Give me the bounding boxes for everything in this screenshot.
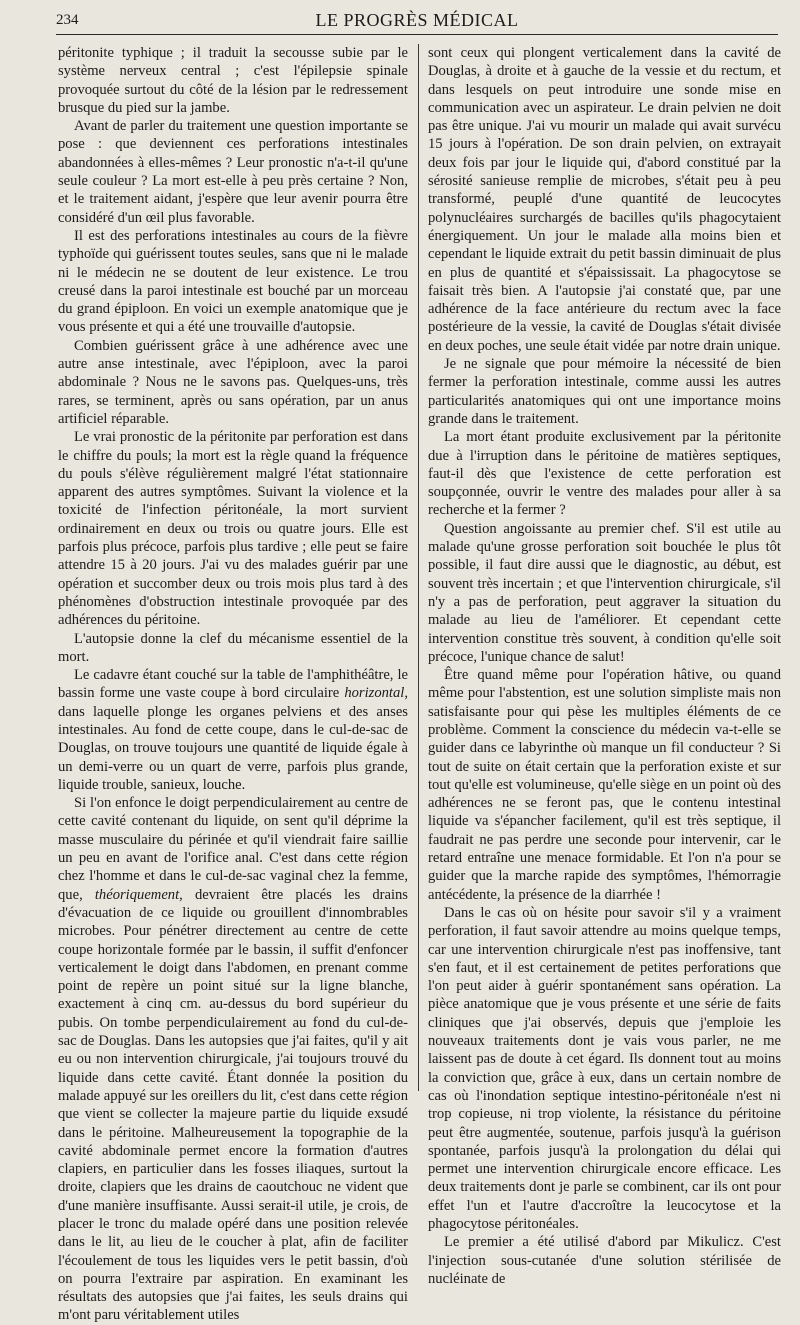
paragraph: sont ceux qui plongent verticalement dans la cavité de Douglas, à droite et à gauche de la vessie et du rectum, et dans lesquels on peut introduire une sonde mise en communication avec un aspirateur. Le drain pelvien ne doit pas être unique. J'ai vu mourir un malade qui avait survécu 15 jours à l'opération. De son drain pelvien, on extrayait deux fois par jour le liquide qui, d'abord constitué par la sérosité sanieuse remplie de microbes, s'était peu à peu transformé, peuplé d'une quantité de leucocytes polynucléaires surchargés de bacilles qu'ils phagocytaient énergiquement. Un jour le malade alla moins bien et cependant le liquide extrait du petit bassin diminuait de plus en plus de quantité et s'épaississait. La phagocytose se faisait très bien. A l'autopsie j'ai constaté que, par une adhérence de la face antérieure du rectum avec la face postérieure de la vessie, la cavité de Douglas s'était divisée en deux poches, une seule était vidée par notre drain unique. <box>428 45 781 354</box>
paragraph: L'autopsie donne la clef du mécanisme essentiel de la mort. <box>58 630 408 665</box>
paragraph: Être quand même pour l'opération hâtive, ou quand même pour l'abstention, est une solution simpliste mais non satisfaisante pour qui pèse les multiples éléments de ce problème. Comment la conscience du médecin va-t-elle se guider dans ce labyrinthe où manque un fil conducteur ? Si tout de suite on était certain que la perforation existe et sur tout qu'elle est volumineuse, qu'elle siège en un point où des adhérences ne se feront pas, que le contenu intestinal liquide va s'épancher facilement, qu'il est très septique, il faudrait ne pas perdre une seconde pour intervenir, car le retard entraîne une menace formidable. Et l'on n'a pour se guider que la marche rapide des symptômes, l'hémorragie antécédente, la présence de la diarrhée ! <box>428 667 781 903</box>
right-column <box>428 44 781 1287</box>
paragraph <box>58 666 408 794</box>
emphasis: théoriquement <box>94 886 180 903</box>
paragraph: Avant de parler du traitement une question importante se pose : que deviennent ces perforations intestinales abandonnées à elles-mêmes ? Leur pronostic n'a-t-il qu'une seule couleur ? La mort est-elle à peu près certaine ? Non, et le traitement aidant, j'espère que leur avenir pourra être considéré d'un œil plus favorable. <box>58 118 408 226</box>
paragraph: La mort étant produite exclusivement par la péritonite due à l'irruption dans le péritoine de matières septiques, faut-il dès que l'existence de cette perforation est soupçonnée, ouvrir le ventre des malades pour aller à sa recherche et la fermer ? <box>428 429 781 519</box>
paragraph: Je ne signale que pour mémoire la nécessité de bien fermer la perforation intestinale, comme aussi les autres particularités anatomiques qui ont une importance moins grande dans le traitement. <box>428 356 781 427</box>
paragraph: Le premier a été utilisé d'abord par Mikulicz. C'est l'injection sous-cutanée d'une solution stérilisée de nucléinate de <box>428 1234 781 1287</box>
paragraph: Dans le cas où on hésite pour savoir s'il y a vraiment perforation, il faut savoir attendre au moins quelque temps, car une intervention chirurgicale n'est pas inoffensive, tant s'en faut, et il est certainement de petites perforations que l'on peut aider à guérir spontanément sans opération. La pièce anatomique que je vous présente et une série de faits cliniques que j'ai observés, depuis que j'emploie les nouveaux traitements dont je vais vous parler, ne me laissent pas de doute à cet égard. Ils donnent tout au moins la conviction que, grâce à eux, dans un certain nombre de cas où l'inondation septique intestino-péritonéale n'est ni trop copieuse, ni trop violente, la résistance du péritoine peut être augmentée, soutenue, parfois jusqu'à la guérison spontanée, parfois jusqu'à la prolongation du délai qui permet une intervention chirurgicale encore efficace. Les deux traitements dont je parle se combinent, car ils ont pour effet l'un et l'autre d'accroître la leucocytose et la phagocytose péritonéales. <box>428 904 781 1232</box>
left-column <box>58 44 408 1324</box>
paragraph: Question angoissante au premier chef. S'il est utile au malade qu'une grosse perforation soit bouchée le plus tôt possible, il faut dire aussi que le diagnostic, au début, est souvent très incertain ; et que l'intervention chirurgicale, s'il n'y a pas de perforation, peut aggraver la situation du malade au lieu de l'améliorer. Et cependant cette intervention constitue très souvent, à condition qu'elle soit précoce, l'unique chance de salut! <box>428 520 781 665</box>
text-run: , devraient être placés les drains d'évacuation de ce liquide ou grouillent d'innombrables microbes. Pour pénétrer directement au centre de cette coupe horizontale formée par le bassin, il suffit d'enfoncer verticalement le doigt dans l'abdomen, en prenant comme point de repère un point situé sur la ligne blanche, exactement à cinq cm. au-dessus du bord supérieur du pubis. On tombe perpendiculairement au fond du cul-de-sac de Douglas. Dans les autopsies que j'ai faites, qu'il y ait eu ou non intervention chirurgicale, j'ai toujours trouvé du liquide dans cette cavité. Étant donnée la position du malade appuyé sur les oreillers du lit, c'est dans cette région que vient se collecter la majeure partie du liquide exsudé dans le péritoine. Malheureusement la topographie de la cavité abdominale permet encore la formation d'autres clapiers, en particulier dans les fosses iliaques, surtout la droite, clapiers que les drains de caoutchouc ne vident que d'une manière insuffisante. Aussi serait-il utile, je crois, de placer le tronc du malade opéré dans une position relevée dans le lit, au lieu de le coucher à plat, afin de faciliter l'écoulement de tous les liquides vers le petit bassin, d'où on pourra l'extraire par aspiration. En examinant les résultats des autopsies que j'ai faites, les seuls drains qui m'ont paru véritablement utiles <box>58 886 408 1324</box>
paragraph: Il est des perforations intestinales au cours de la fièvre typhoïde qui guérissent toutes seules, sans que ni le malade ni le médecin ne se doutent de leur existence. Le trou creusé dans la paroi intestinale est bouché par un morceau du grand épiploon. En voici un exemple anatomique que je vous présente et qui a été une trouvaille d'autopsie. <box>58 227 408 336</box>
text-run: Si l'on enfonce le doigt perpendiculairement au centre de cette cavité contenant du liquide, on sent qu'il déprime la masse musculaire du périnée et qu'il viendrait faire saillie un peu en avant de l'orifice anal. C'est dans cette région chez l'homme et dans le cul-de-sac vaginal chez la femme, que, <box>58 795 408 903</box>
running-header <box>56 8 778 35</box>
emphasis: horizontal <box>344 685 405 702</box>
text-run: , dans laquelle plonge les organes pelviens et des anses intestinales. Au fond de cette coupe, dans le cul-de-sac de Douglas, on trouve toujours une quantité de liquide égale à un demi-verre ou un quart de verre, parfois plus grande, liquide trouble, sanieux, louche. <box>58 685 408 793</box>
text-run: Le cadavre étant couché sur la table de l'amphithéâtre, le bassin forme une vaste coupe à bord circulaire <box>58 667 408 702</box>
paragraph: Combien guérissent grâce à une adhérence avec une autre anse intestinale, avec l'épiploon, avec la paroi abdominale ? Nous ne le savons pas. Quelques-uns, très rares, se terminent, après ou sans opération, par un anus artificiel réparable. <box>58 337 408 427</box>
paragraph: Le vrai pronostic de la péritonite par perforation est dans le chiffre du pouls; la mort est la règle quand la fréquence du pouls s'élève régulièrement malgré l'état stationnaire apparent des autres symptômes. Suivant la violence et la toxicité de l'infection péritonéale, la mort survient ordinairement en deux ou trois ou quatre jours. Elle est parfois plus précoce, parfois plus tardive ; elle peut se faire attendre 15 à 20 jours. J'ai vu des malades guérir par une opération et succomber deux ou trois mois plus tard à des phénomènes d'obstruction intestinale provoquée par des adhérences du péritoine. <box>58 429 408 629</box>
page-number: 234 <box>56 12 79 28</box>
paragraph <box>58 794 408 1325</box>
column-divider <box>418 44 419 1091</box>
paragraph: péritonite typhique ; il traduit la secousse subie par le système nerveux central ; c'est l'épilepsie spinale provoquée surtout du côté de la lésion par le redressement brusque du pied sur la jambe. <box>58 45 408 116</box>
journal-title: LE PROGRÈS MÉDICAL <box>315 10 519 30</box>
